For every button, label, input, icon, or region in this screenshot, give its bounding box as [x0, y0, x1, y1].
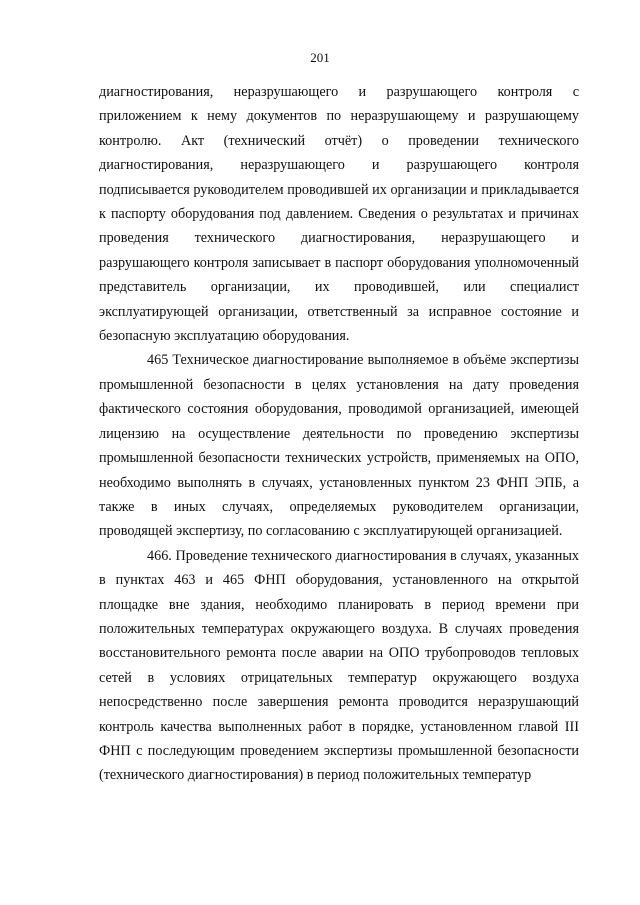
body-text	[99, 80, 579, 788]
paragraph-465: 465 Техническое диагностирование выполняемое в объёме экспертизы промышленной безопасности в целях установления на дату проведения фактического состояния оборудования, проводимой организацией, имеющей лицензию на осуществление деятельности по проведению экспертизы промышленной безопасности технических устройств, применяемых на ОПО, необходимо выполнять в случаях, установленных пунктом 23 ФНП ЭПБ, а также в иных случаях, определяемых руководителем организации, проводящей экспертизу, по согласованию с эксплуатирующей организацией.	[99, 352, 579, 540]
paragraph-continuation: диагностирования, неразрушающего и разрушающего контроля с приложением к нему документов по неразрушающему и разрушающему контролю. Акт (технический отчёт) о проведении технического диагностирования, неразрушающего и разрушающего контроля подписывается руководителем проводившей их организации и прикладывается к паспорту оборудования под давлением. Сведения о результатах и причинах проведения технического диагностирования, неразрушающего и разрушающего контроля записывает в паспорт оборудования уполномоченный представитель организации, их проводившей, или специалист эксплуатирующей организации, ответственный за исправное состояние и безопасную эксплуатацию оборудования.	[99, 84, 579, 345]
page-number: 201	[310, 50, 330, 65]
paragraph-466: 466. Проведение технического диагностирования в случаях, указанных в пунктах 463 и 465 ФНП оборудования, установленного на открытой площадке вне здания, необходимо планировать в период времени при положительных температурах окружающего воздуха. В случаях проведения восстановительного ремонта после аварии на ОПО трубопроводов тепловых сетей в условиях отрицательных температур окружающего воздуха непосредственно после завершения ремонта проводится неразрушающий контроль качества выполненных работ в порядке, установленном главой III ФНП с последующим проведением экспертизы промышленной безопасности (технического диагностирования) в период положительных температур	[99, 547, 579, 784]
